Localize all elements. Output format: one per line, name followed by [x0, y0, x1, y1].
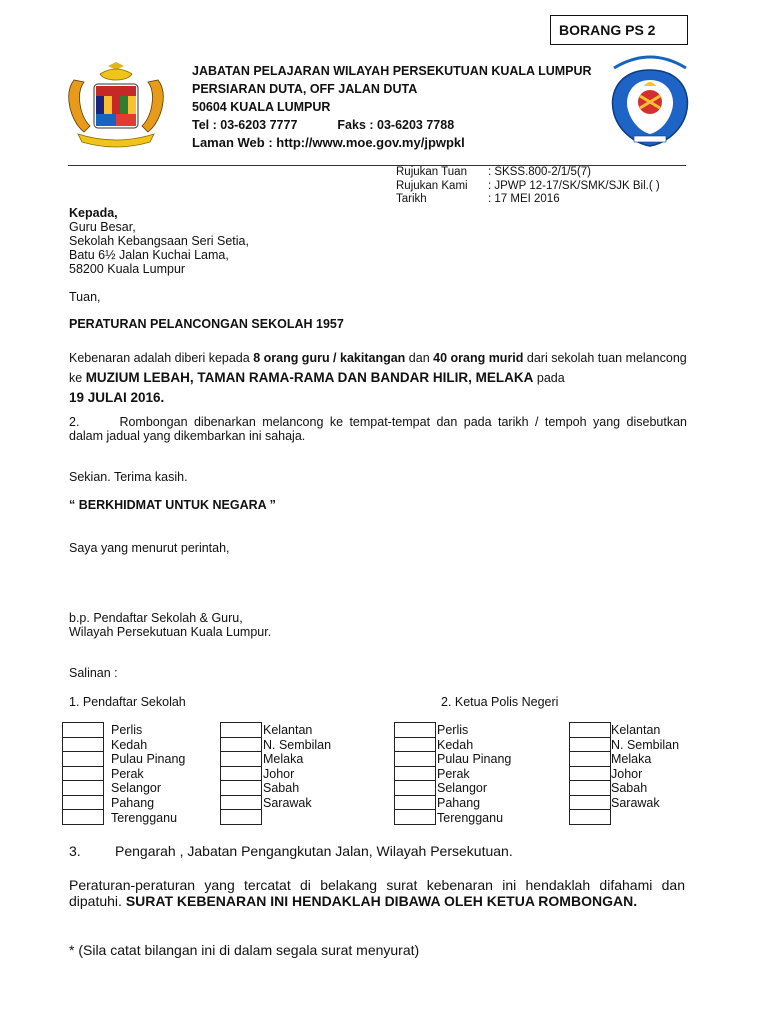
state-checkbox[interactable] [62, 737, 104, 753]
checkbox-column [220, 722, 262, 825]
trip-date: 19 JULAI 2016. [69, 390, 165, 405]
address-line: Guru Besar, [69, 220, 136, 234]
state-name: Pulau Pinang [437, 752, 512, 767]
state-checkbox[interactable] [220, 795, 262, 811]
paragraph-text: Pengarah , Jabatan Pengangkutan Jalan, Wilayah Persekutuan. [115, 843, 513, 859]
agency-fax: Faks : 03-6203 7788 [337, 118, 455, 132]
state-checkbox[interactable] [394, 751, 436, 767]
state-checkbox[interactable] [569, 780, 611, 796]
closing-line: Sekian. Terima kasih. [69, 470, 188, 484]
text-run: Kebenaran adalah diberi kepada [69, 351, 254, 365]
ref-value: : JPWP 12-17/SK/SMK/SJK Bil.( ) [488, 179, 660, 192]
state-checkbox[interactable] [394, 780, 436, 796]
department-badge-icon [604, 50, 696, 150]
salutation: Tuan, [69, 290, 101, 304]
state-checkbox[interactable] [394, 737, 436, 753]
letter-subject: PERATURAN PELANCONGAN SEKOLAH 1957 [69, 317, 344, 331]
state-name: Perlis [111, 723, 143, 737]
ref-value: : 17 MEI 2016 [488, 193, 560, 205]
state-checkbox[interactable] [569, 795, 611, 811]
state-name: Terengganu [437, 810, 504, 825]
agency-website: Laman Web : http://www.moe.gov.my/jpwpkl [192, 135, 465, 150]
state-checkbox[interactable] [62, 766, 104, 782]
state-checkbox[interactable] [62, 795, 104, 811]
student-count: 40 orang murid [433, 351, 524, 365]
state-name: Terengganu [111, 810, 178, 825]
ref-value: : SKSS.800-2/1/5(7) [488, 166, 591, 178]
regulations-paragraph [69, 877, 685, 909]
ref-label: Tarikh [396, 193, 427, 205]
state-name: Johor [611, 766, 643, 781]
state-name: N. Sembilan [263, 737, 332, 752]
state-name: Sabah [611, 781, 648, 796]
state-list [111, 723, 185, 825]
state-list [263, 723, 331, 811]
state-checkbox[interactable] [62, 809, 104, 825]
form-id-box: BORANG PS 2 [550, 15, 688, 45]
destination: MUZIUM LEBAH, TAMAN RAMA-RAMA DAN BANDAR HILIR, MELAKA [85, 370, 534, 385]
copy-group-title: 1. Pendaftar Sekolah [69, 695, 186, 709]
teacher-count: 8 orang guru / kakitangan [253, 351, 406, 365]
footnote: * (Sila catat bilangan ini di dalam segala surat menyurat) [69, 942, 420, 958]
ref-label: Rujukan Tuan [396, 166, 467, 178]
ref-row-ours [396, 180, 660, 194]
state-checkbox[interactable] [394, 722, 436, 738]
agency-name: JABATAN PELAJARAN WILAYAH PERSEKUTUAN KUALA LUMPUR [192, 64, 592, 78]
paragraph-number: 2. [69, 415, 80, 429]
state-checkbox[interactable] [394, 766, 436, 782]
agency-contact [192, 116, 592, 134]
state-name: Melaka [263, 752, 304, 767]
paragraph-text: Rombongan dibenarkan melancong ke tempat-tempat dan pada tarikh / tempoh yang disebutkan dalam jadual yang dikembarkan ini sahaja. [69, 415, 687, 443]
state-checkbox[interactable] [220, 766, 262, 782]
recipient-label: Kepada, [69, 206, 118, 220]
recipient-address [69, 206, 249, 276]
text-run: dan [405, 351, 434, 365]
coat-of-arms-icon [60, 62, 172, 150]
state-checkbox[interactable] [220, 722, 262, 738]
state-name: Kedah [437, 737, 474, 752]
state-checkbox[interactable] [569, 737, 611, 753]
checkbox-column [569, 722, 611, 825]
permission-paragraph [69, 348, 689, 408]
address-line: Sekolah Kebangsaan Seri Setia, [69, 234, 249, 248]
state-checkbox[interactable] [220, 737, 262, 753]
state-checkbox[interactable] [569, 722, 611, 738]
agency-tel: Tel : 03-6203 7777 [192, 118, 298, 132]
state-checkbox[interactable] [62, 751, 104, 767]
state-checkbox[interactable] [394, 809, 436, 825]
ref-label: Rujukan Kami [396, 179, 468, 192]
state-name: Perlis [437, 723, 469, 737]
ref-row-yours [396, 166, 660, 180]
copy-group-police [441, 695, 558, 709]
state-name: Sarawak [263, 795, 312, 810]
state-name: N. Sembilan [611, 737, 680, 752]
state-name: Perak [437, 766, 470, 781]
state-name: Selangor [437, 781, 488, 796]
checkbox-column [62, 722, 104, 825]
state-checkbox[interactable] [394, 795, 436, 811]
state-checkbox[interactable] [62, 722, 104, 738]
paragraph-number: 3. [69, 843, 81, 859]
state-name: Melaka [611, 752, 652, 767]
copies-label: Salinan : [69, 666, 118, 680]
paragraph-emphasis: SURAT KEBENARAN INI HENDAKLAH DIBAWA OLEH KETUA ROMBONGAN. [125, 893, 638, 909]
copy-group-title: 2. Ketua Polis Negeri [441, 695, 559, 709]
state-checkbox[interactable] [569, 751, 611, 767]
state-list [437, 723, 511, 825]
signatory-block [69, 611, 271, 639]
state-list [611, 723, 679, 811]
text-run: dari sekolah tuan melancong ke [69, 351, 687, 385]
state-name: Kedah [111, 737, 148, 752]
state-name: Pulau Pinang [111, 752, 186, 767]
signatory-line: Wilayah Persekutuan Kuala Lumpur. [69, 625, 272, 639]
state-name: Kelantan [263, 723, 313, 737]
state-checkbox[interactable] [220, 780, 262, 796]
state-checkbox[interactable] [220, 751, 262, 767]
signatory-line: b.p. Pendaftar Sekolah & Guru, [69, 611, 243, 625]
state-checkbox[interactable] [569, 809, 611, 825]
paragraph-3 [69, 843, 513, 859]
state-name: Sarawak [611, 795, 660, 810]
obedience-line: Saya yang menurut perintah, [69, 541, 230, 555]
reference-table [396, 166, 660, 207]
checkbox-column [394, 722, 436, 825]
ref-row-date [396, 193, 660, 207]
copy-group-registrar [69, 695, 186, 709]
text-run: pada [533, 371, 565, 385]
state-name: Pahang [437, 795, 481, 810]
agency-postcode: 50604 KUALA LUMPUR [192, 100, 331, 114]
state-name: Pahang [111, 795, 155, 810]
state-name: Sabah [263, 781, 300, 796]
agency-street: PERSIARAN DUTA, OFF JALAN DUTA [192, 82, 418, 96]
paragraph-2 [69, 415, 687, 443]
state-checkbox[interactable] [220, 809, 262, 825]
state-checkbox[interactable] [569, 766, 611, 782]
state-name: Johor [263, 766, 295, 781]
state-checkbox[interactable] [62, 780, 104, 796]
address-line: Batu 6½ Jalan Kuchai Lama, [69, 248, 229, 262]
state-name: Selangor [111, 781, 162, 796]
paragraph-text: Peraturan-peraturan yang tercatat di belakang surat kebenaran ini hendaklah difahami dan dipatuhi. [69, 877, 685, 909]
address-line: 58200 Kuala Lumpur [69, 262, 186, 276]
state-name: Perak [111, 766, 144, 781]
state-name: Kelantan [611, 723, 661, 737]
agency-letterhead [192, 62, 592, 152]
motto: “ BERKHIDMAT UNTUK NEGARA ” [69, 498, 276, 512]
